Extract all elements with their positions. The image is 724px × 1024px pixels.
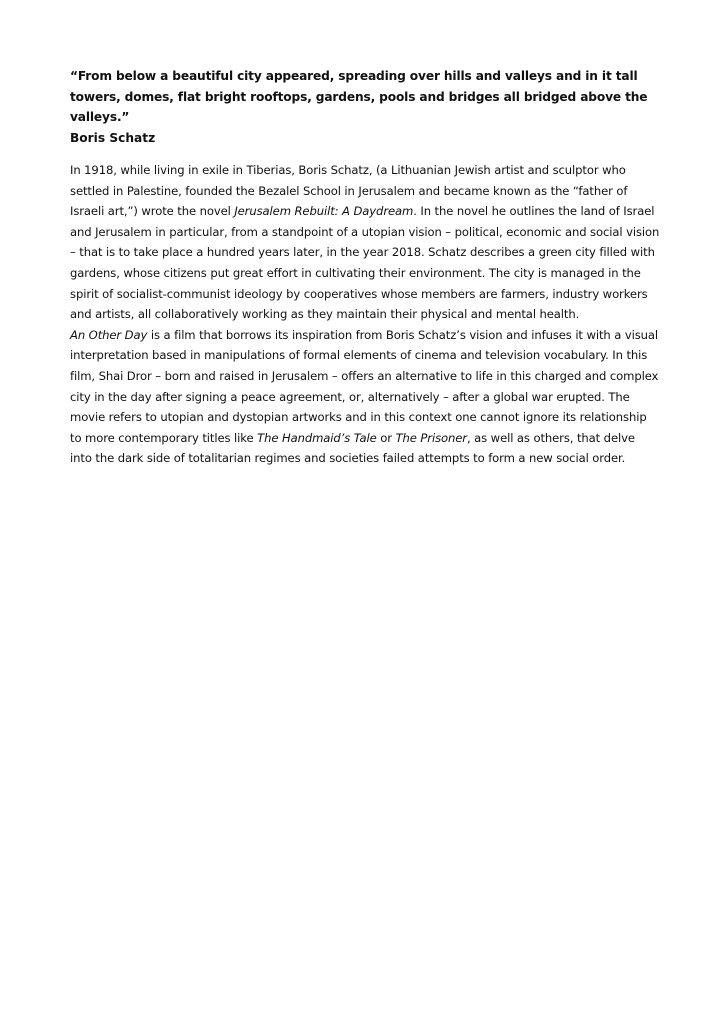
paragraph-1-text-end: . In the novel he outlines the land of Israel and Jerusalem in particular, from a standpoint of a utopian vision – political, economic and social vision – that is to take place a hundred years later, in the year 2018. Schatz describes a green city filled with gardens, whose citizens put great effort in cultivating their environment. The city is managed in the spirit of socialist-communist ideology by cooperatives whose members are farmers, industry workers and artists, all collaboratively working as they maintain their physical and mental health. [70,204,660,322]
paragraph-1-text-start: In 1918, while living in exile in Tiberias, Boris Schatz, (a Lithuanian Jewish artist and sculptor who settled in Palestine, founded the Bezalel School in Jerusalem and became known as the “father of Israeli art,”) wrote the novel [70,163,628,219]
opening-quote: “From below a beautiful city appeared, spreading over hills and valleys and in it tall towers, domes, flat bright rooftops, gardens, pools and bridges all bridged above the valleys.” [70,69,648,124]
paragraph-film [70,325,660,469]
paragraph-2-connector: or [376,430,396,445]
novel-title: Jerusalem Rebuilt: A Daydream [234,204,414,219]
paragraph-2-text-end: , as well as others, that delve into the dark side of totalitarian regimes and societies failed attempts to form a new social order. [70,430,635,466]
film-title: An Other Day [70,327,148,342]
the-prisoner-title: The Prisoner [395,430,467,445]
paragraph-schatz-novel [70,160,660,325]
handmaids-tale-title: The Handmaid’s Tale [257,430,377,445]
quote-author: Boris Schatz [70,130,156,145]
paragraph-2-text-start: is a film that borrows its inspiration from Boris Schatz’s vision and infuses it with a visual interpretation based in manipulations of formal elements of cinema and television vocabulary. In this film, Shai Dror – born and raised in Jerusalem – offers an alternative to life in this charged and complex city in the day after signing a peace agreement, or, alternatively – after a global war erupted. The movie refers to utopian and dystopian artworks and in this context one cannot ignore its relationship to more contemporary titles like [70,327,659,445]
document-page [70,66,660,469]
